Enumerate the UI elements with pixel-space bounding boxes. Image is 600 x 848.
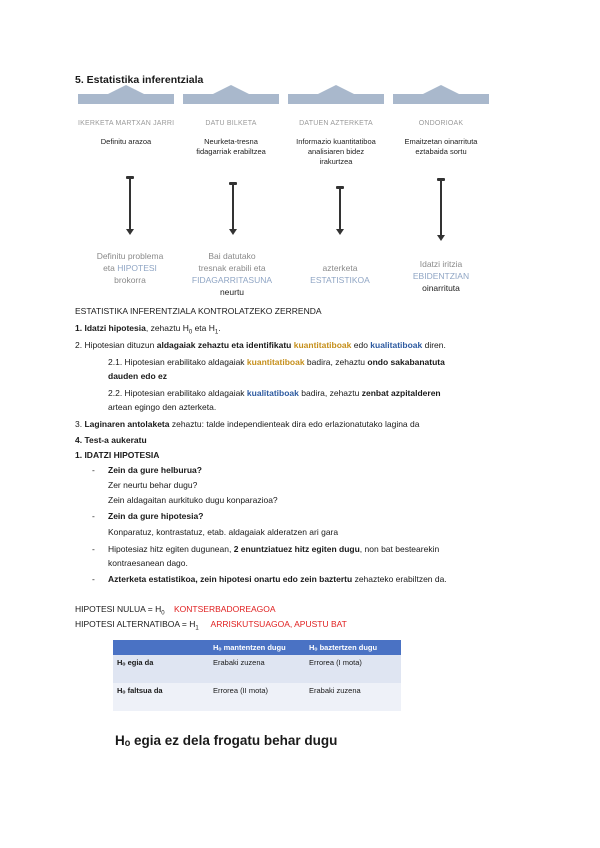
bullet-1-sub-1: Zer neurtu behar dugu?	[108, 480, 198, 490]
bullet-4: Azterketa estatistikoa, zein hipotesi onartu edo zein baztertu zehazteko erabiltzen da.	[108, 574, 447, 584]
bullet-dash: -	[92, 465, 95, 475]
step-description: Neurketa-tresna fidagarriak erabiltzea	[196, 137, 266, 156]
table-row-header: Hₒ faltsua da	[113, 683, 209, 711]
step-heading: DATUEN AZTERKETA	[299, 120, 373, 127]
footer-statement: Hₒ egia ez dela frogatu behar dugu	[115, 733, 338, 748]
table-corner	[113, 640, 209, 655]
null-hypothesis-line: HIPOTESI NULUA = $H_0$ KONTSERBADOREAGOA	[75, 604, 276, 617]
bullet-1-sub-2: Zein aldagaitan aurkituko dugu konparazioa?	[108, 495, 278, 505]
bullet-dash: -	[92, 544, 95, 554]
step-chevron	[183, 94, 279, 104]
checklist-item-1: 1. Idatzi hipotesia, zehaztu $H_0$ eta $H_1$.	[75, 323, 221, 336]
step-result-1: Definitu problema eta HIPOTESI brokorra	[96, 251, 164, 285]
checklist-item-2-2-cont: artean egingo den azterketa.	[108, 402, 217, 412]
step-description: Informazio kuantitatiboa analisiaren bidez irakurtzea	[296, 137, 376, 166]
checklist-item-3: 3. Laginaren antolaketa zehaztu: talde independienteak dira edo erlazionatutako lagina da	[75, 419, 420, 429]
decision-table	[113, 640, 401, 711]
step-chevron	[393, 94, 489, 104]
bullet-2-sub-1: Konparatuz, kontrastatuz, etab. aldagaiak alderatzen ari gara	[108, 527, 339, 537]
step-chevron	[78, 94, 174, 104]
alternative-hypothesis-line: HIPOTESI ALTERNATIBOA = $H_1$ ARRISKUTSUAGOA, APUSTU BAT	[75, 619, 347, 632]
down-arrow-icon	[232, 184, 234, 230]
step-description: Emaitzetan oinarrituta eztabaida sortu	[404, 137, 478, 156]
checklist-item-2-2: 2.2. Hipotesian erabilitako aldagaiak kualitatiboak badira, zehaztu zenbat azpitalderen	[108, 388, 441, 398]
table-column-header: Hₒ mantentzen dugu	[209, 640, 305, 655]
table-cell: Errorea (II mota)	[209, 683, 305, 711]
step-chevron	[288, 94, 384, 104]
step-result-3: azterketa ESTATISTIKOA	[310, 263, 370, 285]
bullet-3-cont: kontraesanean dago.	[108, 558, 188, 568]
step-heading: ONDORIOAK	[418, 120, 464, 127]
down-arrow-icon	[440, 180, 442, 236]
step-description: Definitu arazoa	[100, 137, 152, 146]
bullet-3: Hipotesiaz hitz egiten dugunean, 2 enuntziatuez hitz egiten dugu, non bat bestearekin	[108, 544, 440, 554]
bullet-dash: -	[92, 574, 95, 584]
step-heading: DATU BILKETA	[205, 120, 257, 127]
table-header-row	[113, 640, 401, 655]
down-arrow-icon	[129, 178, 131, 230]
bullet-2: Zein da gure hipotesia?	[108, 511, 204, 521]
bullet-dash: -	[92, 511, 95, 521]
table-cell: Erabaki zuzena	[209, 655, 305, 683]
section-title: 5. Estatistika inferentziala	[75, 74, 204, 86]
step-result-4: Idatzi iritzia EBIDENTZIAN oinarrituta	[412, 259, 470, 293]
bullet-1: Zein da gure helburua?	[108, 465, 202, 475]
checklist-item-2-1: 2.1. Hipotesian erabilitako aldagaiak kuantitatiboak badira, zehaztu ondo sakabanatuta	[108, 357, 445, 367]
step-heading: IKERKETA MARTXAN JARRI	[78, 120, 175, 127]
section-heading: 1. IDATZI HIPOTESIA	[75, 450, 160, 460]
process-step-3	[288, 94, 384, 167]
checklist-item-2: 2. Hipotesian dituzun aldagaiak zehaztu eta identifikatu kuantitatiboak edo kualitatiboak diren.	[75, 340, 446, 350]
table-column-header: Hₒ baztertzen dugu	[305, 640, 401, 655]
step-result-2: Bai datutako tresnak erabili eta FIDAGARRITASUNA neurtu	[191, 251, 273, 297]
table-row	[113, 683, 401, 711]
checklist-item-4: 4. Test-a aukeratu	[75, 435, 147, 445]
down-arrow-icon	[339, 188, 341, 230]
table-cell: Erabaki zuzena	[305, 683, 401, 711]
process-step-1	[78, 94, 174, 147]
process-step-4	[393, 94, 489, 157]
table-cell: Errorea (I mota)	[305, 655, 401, 683]
table-row-header: Hₒ egia da	[113, 655, 209, 683]
checklist-heading: ESTATISTIKA INFERENTZIALA KONTROLATZEKO ZERRENDA	[75, 306, 322, 316]
checklist-item-2-1-cont: dauden edo ez	[108, 371, 168, 381]
process-step-2	[183, 94, 279, 157]
table-row	[113, 655, 401, 683]
